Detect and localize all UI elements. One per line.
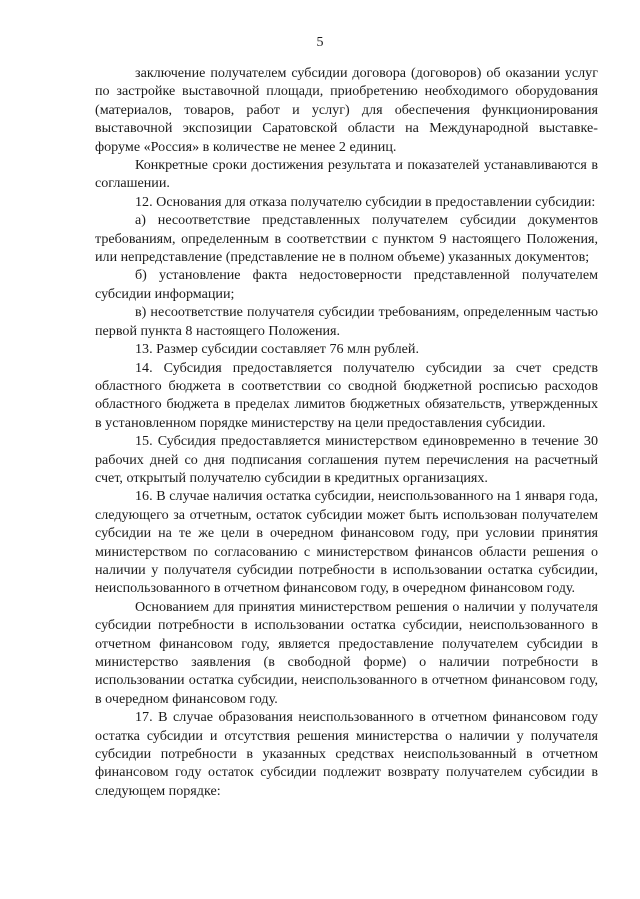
- paragraph: б) установление факта недостоверности представленной получателем субсидии информации;: [95, 267, 598, 302]
- paragraph: 16. В случае наличия остатка субсидии, неиспользованного на 1 января года, следующего за отчетным, остаток субсидии может быть использован получателем субсидии на те же цели в очередном финансовом году, при условии принятия министерством по согласованию с министерством финансов области решения о наличии у получателя субсидии потребности в использовании остатка субсидии, неиспользованного в отчетном финансовом году, в очередном финансовом году.: [95, 488, 598, 597]
- document-body: [95, 64, 598, 800]
- paragraph: 17. В случае образования неиспользованного в отчетном финансовом году остатка субсидии и отсутствия решения министерства о наличии у получателя субсидии потребности в указанных средствах неиспользованный в отчетном финансовом году остаток субсидии подлежит возврату получателем субсидии в следующем порядке:: [95, 709, 598, 799]
- paragraph: а) несоответствие представленных получателем субсидии документов требованиям, определенным в соответствии с пунктом 9 настоящего Положения, или непредставление (представление не в полном объеме) указанных документов;: [95, 212, 598, 266]
- paragraph: 13. Размер субсидии составляет 76 млн рублей.: [135, 341, 419, 358]
- paragraph: в) несоответствие получателя субсидии требованиям, определенным частью первой пункта 8 настоящего Положения.: [95, 304, 598, 339]
- page-number: 5: [316, 35, 324, 50]
- paragraph: 14. Субсидия предоставляется получателю субсидии за счет средств областного бюджета в соответствии со сводной бюджетной росписью расходов областного бюджета в пределах лимитов бюджетных обязательств, утвержденных в установленном порядке министерству на цели предоставления субсидии.: [95, 359, 598, 431]
- paragraph: Основанием для принятия министерством решения о наличии у получателя субсидии потребности в использовании остатка субсидии, неиспользованного в отчетном финансовом году, является предоставление получателем субсидии в министерство заявления (в свободной форме) о наличии потребности в использовании остатка субсидии, неиспользованного в отчетном финансовом году, в очередном финансовом году.: [95, 598, 598, 707]
- paragraph: 12. Основания для отказа получателю субсидии в предоставлении субсидии:: [135, 193, 596, 210]
- paragraph: 15. Субсидия предоставляется министерством единовременно в течение 30 рабочих дней со дня подписания соглашения путем перечисления на расчетный счет, открытый получателю субсидии в кредитных организациях.: [95, 433, 598, 486]
- paragraph: заключение получателем субсидии договора (договоров) об оказании услуг по застройке выставочной площади, приобретению необходимого оборудования (материалов, товаров, работ и услуг) для обеспечения функционирования выставочной экспозиции Саратовской области на Международной выставке-форуме «Россия» в количестве не менее 2 единиц.: [95, 65, 598, 155]
- paragraph: Конкретные сроки достижения результата и показателей устанавливаются в соглашении.: [95, 157, 598, 192]
